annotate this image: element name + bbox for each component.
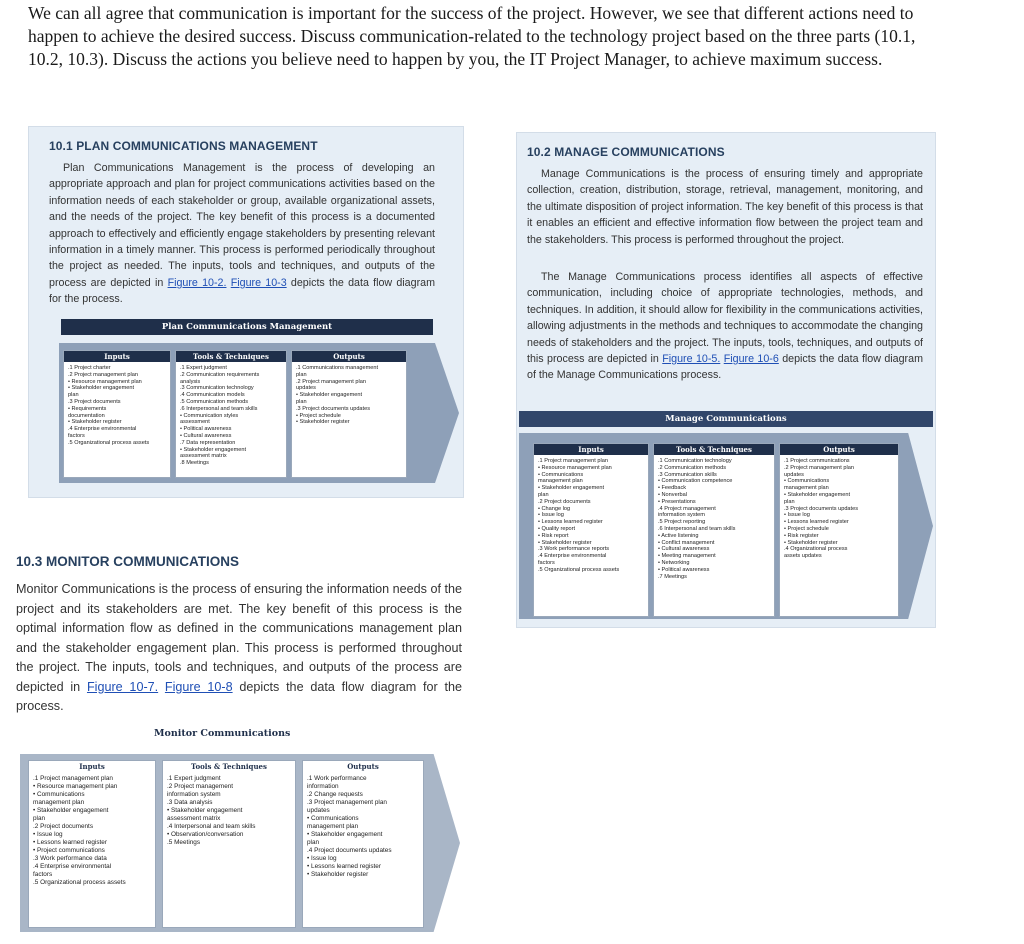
manage-paragraph-2	[527, 269, 923, 384]
plan-paragraph-text: Plan Communications Management is the process of developing an appropriate approach and plan for project communications activities based on the information needs of each stakeholder or group, available organizational assets, and the needs of the project. The key benefit of this process is a documented approach to effectively and efficiently engage stakeholders by presenting relevant information in a timely manner. This process is performed periodically throughout the project as needed. The inputs, tools and techniques, and outputs of the process are depicted in	[49, 162, 435, 289]
plan-paragraph-end: depicts the data flow diagram for the process.	[49, 276, 435, 306]
manage-inputs-header: Inputs	[534, 444, 648, 455]
manage-diagram	[517, 409, 937, 627]
manage-inputs-column	[533, 443, 649, 617]
manage-paragraph-1	[527, 166, 923, 248]
monitor-outputs-list: .1 Work performance information .2 Change requests .3 Project management plan updates • Communications management plan • Stakeholder engagement plan .4 Project documents updates • Issue log • Lessons learned register • Stakeholder register	[307, 775, 392, 878]
manage-communications-panel	[516, 132, 936, 628]
manage-outputs-list: .1 Project communications .2 Project management plan updates • Communications management plan • Stakeholder engagement plan .3 Project documents updates • Issue log • Lessons learned register • Project schedule • Risk register • Stakeholder register .4 Organizational process assets updates	[784, 458, 859, 560]
plan-tools-column	[175, 350, 287, 478]
manage-tools-list: .1 Communication technology .2 Communication methods .3 Communication skills • Communication competence • Feedback • Nonverbal • Presentations .4 Project management information system .5 Project reporting .6 Interpersonal and team skills • Active listening • Conflict management • Cultural awareness • Meeting management • Networking • Political awareness .7 Meetings	[658, 458, 736, 580]
figure-10-2-link[interactable]: Figure 10-2.	[167, 276, 227, 289]
plan-outputs-column	[291, 350, 407, 478]
manage-outputs-column	[779, 443, 899, 617]
plan-inputs-header: Inputs	[64, 351, 170, 362]
plan-heading: 10.1 PLAN COMMUNICATIONS MANAGEMENT	[49, 139, 318, 153]
plan-outputs-header: Outputs	[292, 351, 406, 362]
question-text: We can all agree that communication is important for the success of the project. However, we see that different actions need to happen to achieve the desired success. Discuss communication-related to the technology project based on the three parts (10.1, 10.2, 10.3). Discuss the actions you believe need to happen by you, the IT Project Manager, to achieve maximum success.	[28, 3, 916, 69]
plan-outputs-list: .1 Communications management plan .2 Project management plan updates • Stakeholder engagement plan .3 Project documents updates • Project schedule • Stakeholder register	[296, 365, 379, 426]
manage-tools-header: Tools & Techniques	[654, 444, 774, 455]
manage-tools-column	[653, 443, 775, 617]
monitor-paragraph	[16, 580, 462, 717]
manage-paragraph-2-end: depicts the data flow diagram of the Manage Communications process.	[527, 353, 923, 382]
monitor-tools-header: Tools & Techniques	[163, 761, 295, 772]
monitor-paragraph-end: depicts the data flow diagram for the process.	[16, 679, 463, 713]
manage-paragraph-2-text: The Manage Communications process identifies all aspects of effective communication, including choice of appropriate technologies, methods, and techniques. In addition, it should allow for flexibility in the communications activities, allowing adjustments in the methods and techniques to accommodate the changing needs of stakeholders and the project. The inputs, tools, techniques, and outputs of this process are depicted in	[527, 271, 923, 366]
plan-tools-header: Tools & Techniques	[176, 351, 286, 362]
manage-outputs-header: Outputs	[780, 444, 898, 455]
manage-inputs-list: .1 Project management plan • Resource management plan • Communications management plan • Stakeholder engagement plan .2 Project documents • Change log • Issue log • Lessons learned register • Quality report • Risk report • Stakeholder register .3 Work performance reports .4 Enterprise environmental factors .5 Organizational process assets	[538, 458, 620, 573]
plan-diagram-title: Plan Communications Management	[61, 319, 433, 335]
monitor-inputs-header: Inputs	[29, 761, 155, 772]
monitor-inputs-column	[28, 760, 156, 928]
monitor-inputs-list: .1 Project management plan • Resource management plan • Communications management plan • Stakeholder engagement plan .2 Project documents • Issue log • Lessons learned register • Project communications .3 Work performance data .4 Enterprise environmental factors .5 Organizational process assets	[33, 775, 126, 886]
plan-inputs-column	[63, 350, 171, 478]
monitor-diagram-title: Monitor Communications	[14, 726, 464, 742]
manage-diagram-title: Manage Communications	[519, 411, 933, 427]
monitor-heading: 10.3 MONITOR COMMUNICATIONS	[16, 554, 240, 569]
plan-inputs-list: .1 Project charter .2 Project management plan • Resource management plan • Stakeholder engagement plan .3 Project documents • Requirements documentation • Stakeholder register .4 Enterprise environmental factors .5 Organizational process assets	[68, 365, 150, 446]
plan-communications-panel	[28, 126, 464, 498]
monitor-outputs-header: Outputs	[303, 761, 423, 772]
figure-10-6-link[interactable]: Figure 10-6	[723, 353, 779, 366]
monitor-diagram	[14, 726, 466, 938]
manage-heading: 10.2 MANAGE COMMUNICATIONS	[527, 145, 725, 159]
monitor-outputs-column	[302, 760, 424, 928]
figure-10-7-link[interactable]: Figure 10-7.	[86, 679, 159, 694]
figure-10-8-link[interactable]: Figure 10-8	[164, 679, 233, 694]
monitor-tools-list: .1 Expert judgment .2 Project management information system .3 Data analysis • Stakeholder engagement assessment matrix .4 Interpersonal and team skills • Observation/conversation .5 Meetings	[167, 775, 256, 846]
plan-tools-list: .1 Expert judgment .2 Communication requirements analysis .3 Communication technology .4 Communication models .5 Communication methods .6 Interpersonal and team skills • Communication styles assessment • Political awareness • Cultural awareness .7 Data representation • Stakeholder engagement assessment matrix .8 Meetings	[180, 365, 260, 467]
monitor-paragraph-text: Monitor Communications is the process of ensuring the information needs of the project and its stakeholders are met. The key benefit of this process is the optimal information flow as defined in the communications management plan and the stakeholder engagement plan. This process is performed throughout the project. The inputs, tools and techniques, and outputs of the process are depicted in	[16, 582, 462, 694]
monitor-tools-column	[162, 760, 296, 928]
plan-paragraph	[49, 160, 435, 308]
plan-diagram	[29, 317, 465, 497]
manage-paragraph-1-text: Manage Communications is the process of ensuring timely and appropriate collection, creation, distribution, storage, retrieval, management, monitoring, and the ultimate disposition of project information. The key benefit of this process is that it enables an efficient and effective information flow between the project team and the stakeholders. This process is performed throughout the project.	[527, 168, 923, 246]
monitor-communications-section	[14, 552, 466, 942]
figure-10-3-link[interactable]: Figure 10-3	[230, 276, 287, 289]
figure-10-5-link[interactable]: Figure 10-5.	[662, 353, 721, 366]
